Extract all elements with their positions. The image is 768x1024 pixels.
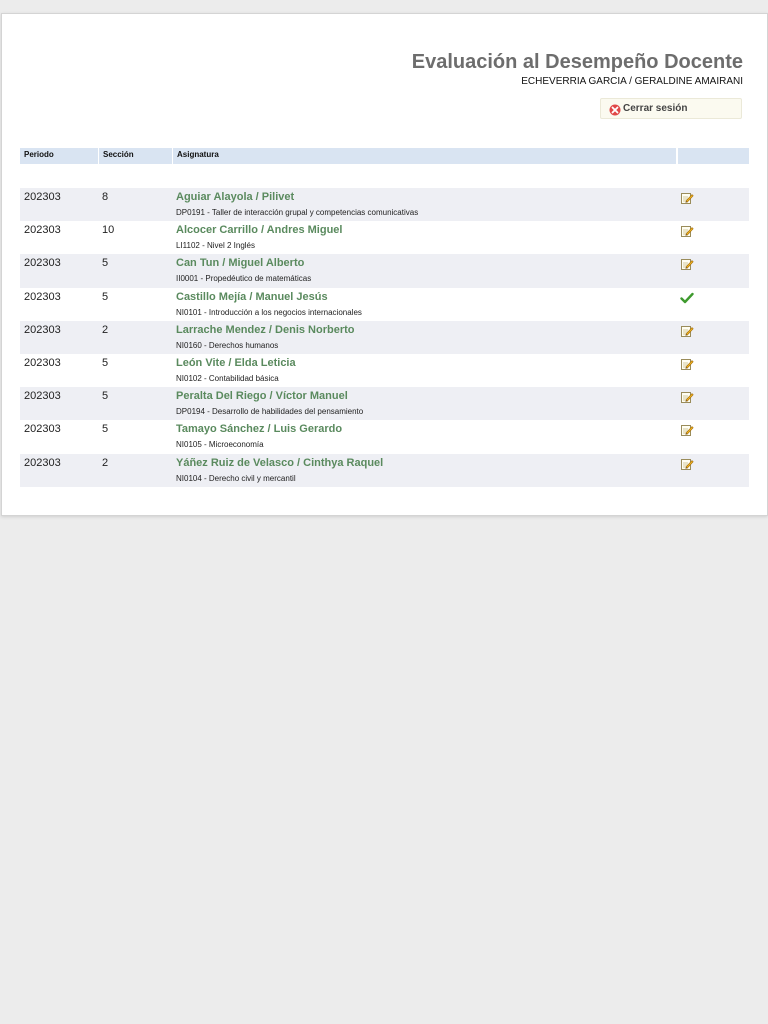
- table-row: [20, 454, 749, 487]
- section-cell: 5: [102, 257, 109, 270]
- period-cell: 202303: [24, 224, 61, 237]
- course-label: NI0101 - Introducción a los negocios internacionales: [176, 307, 362, 317]
- table-row: [20, 254, 749, 287]
- course-label: NI0105 - Microeconomía: [176, 440, 264, 450]
- course-label: NI0102 - Contabilidad básica: [176, 373, 279, 383]
- table-row: [20, 354, 749, 387]
- table-row: [20, 288, 749, 321]
- course-label: II0001 - Propedéutico de matemáticas: [176, 274, 312, 284]
- edit-icon[interactable]: [680, 423, 694, 437]
- evaluation-table-body: [20, 188, 749, 487]
- course-label: NI0104 - Derecho civil y mercantil: [176, 473, 296, 483]
- table-row: [20, 321, 749, 354]
- edit-icon[interactable]: [680, 457, 694, 471]
- course-label: DP0194 - Desarrollo de habilidades del pensamiento: [176, 407, 364, 417]
- table-row: [20, 387, 749, 420]
- teacher-link[interactable]: Castillo Mejía / Manuel Jesús: [176, 290, 328, 303]
- period-cell: 202303: [24, 191, 61, 203]
- period-cell: 202303: [24, 390, 61, 403]
- edit-icon[interactable]: [680, 390, 694, 404]
- section-cell: 5: [102, 390, 109, 403]
- course-label: LI1102 - Nivel 2 Inglés: [176, 241, 256, 251]
- section-cell: 5: [102, 356, 109, 369]
- period-cell: 202303: [24, 323, 61, 336]
- logout-label: Cerrar sesión: [623, 103, 688, 114]
- page-title: Evaluación al Desempeño Docente: [411, 51, 743, 73]
- edit-icon[interactable]: [680, 224, 694, 238]
- column-header-action: [678, 148, 749, 164]
- table-row: [20, 420, 749, 453]
- period-cell: 202303: [24, 290, 61, 303]
- close-icon: [609, 104, 621, 116]
- user-name: ECHEVERRIA GARCIA / GERALDINE AMAIRANI: [521, 76, 743, 87]
- period-cell: 202303: [24, 257, 61, 270]
- course-label: DP0191 - Taller de interacción grupal y competencias comunicativas: [176, 208, 419, 217]
- teacher-link[interactable]: Aguiar Alayola / Pilivet: [176, 191, 295, 203]
- teacher-link[interactable]: Tamayo Sánchez / Luis Gerardo: [176, 423, 343, 436]
- section-cell: 10: [102, 224, 115, 237]
- teacher-link[interactable]: León Vite / Elda Leticia: [176, 356, 296, 369]
- period-cell: 202303: [24, 356, 61, 369]
- section-cell: 8: [102, 191, 109, 203]
- table-row: [20, 188, 749, 221]
- course-label: NI0160 - Derechos humanos: [176, 340, 279, 350]
- table-row: [20, 221, 749, 254]
- section-cell: 5: [102, 290, 109, 303]
- section-cell: 5: [102, 423, 109, 436]
- teacher-link[interactable]: Yáñez Ruiz de Velasco / Cinthya Raquel: [176, 456, 384, 469]
- edit-icon[interactable]: [680, 191, 694, 205]
- teacher-link[interactable]: Peralta Del Riego / Víctor Manuel: [176, 390, 348, 403]
- edit-icon[interactable]: [680, 324, 694, 338]
- column-header-section: Sección: [99, 148, 172, 164]
- column-header-period: Periodo: [20, 148, 98, 164]
- edit-icon[interactable]: [680, 357, 694, 371]
- section-cell: 2: [102, 323, 109, 336]
- table-header: [20, 148, 749, 164]
- section-cell: 2: [102, 456, 109, 469]
- period-cell: 202303: [24, 456, 61, 469]
- check-icon[interactable]: [680, 291, 694, 305]
- column-header-subject: Asignatura: [173, 148, 676, 164]
- period-cell: 202303: [24, 423, 61, 436]
- main-panel: [1, 13, 768, 516]
- teacher-link[interactable]: Alcocer Carrillo / Andres Miguel: [176, 224, 343, 237]
- teacher-link[interactable]: Larrache Mendez / Denis Norberto: [176, 323, 355, 336]
- teacher-link[interactable]: Can Tun / Miguel Alberto: [176, 257, 305, 270]
- logout-button[interactable]: [600, 98, 742, 119]
- edit-icon[interactable]: [680, 257, 694, 271]
